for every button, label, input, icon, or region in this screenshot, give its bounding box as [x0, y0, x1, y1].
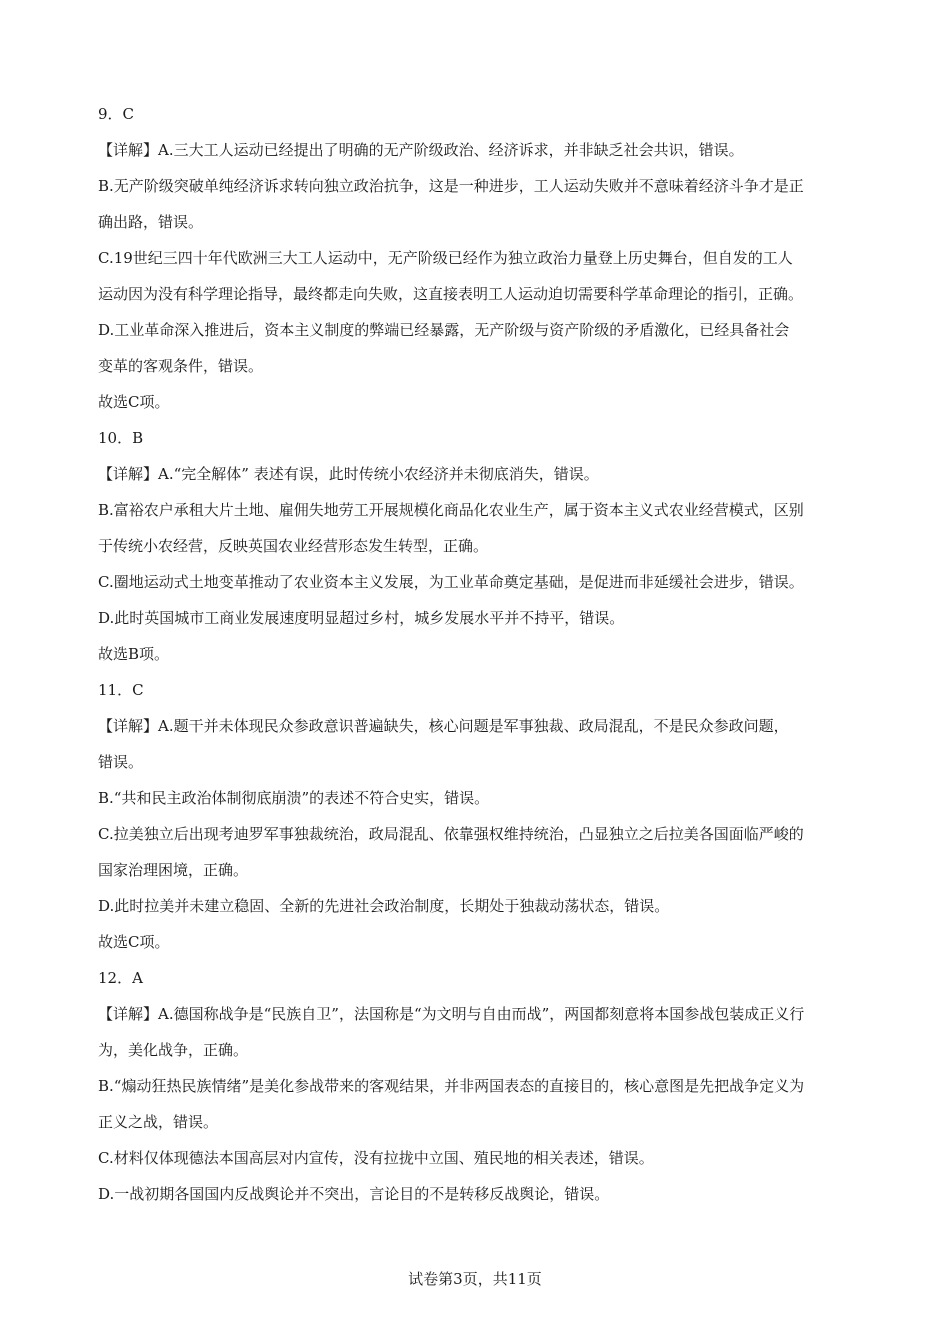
line-q9-detail-b2: 确出路，错误。 [98, 213, 204, 231]
line-q12-answer: 12．A [98, 969, 143, 987]
line-q12-detail-a2: 为，美化战争，正确。 [98, 1041, 249, 1059]
line-q11-detail-b: B.“共和民主政治体制彻底崩溃”的表述不符合史实，错误。 [98, 789, 490, 807]
line-q9-detail-b1: B.无产阶级突破单纯经济诉求转向独立政治抗争，这是一种进步，工人运动失败并不意味着经济斗争才是正 [98, 177, 804, 195]
line-q12-detail-a1: 【详解】A.德国称战争是“民族自卫”，法国称是“为文明与自由而战”，两国都刻意将本国参战包装成正义行 [98, 1005, 805, 1023]
line-q11-detail-a1: 【详解】A.题干并未体现民众参政意识普遍缺失，核心问题是军事独裁、政局混乱，不是民众参政问题， [98, 717, 789, 735]
line-q10-detail-d: D.此时英国城市工商业发展速度明显超过乡村，城乡发展水平并不持平，错误。 [98, 609, 625, 627]
line-q10-conclusion: 故选B项。 [98, 645, 170, 663]
line-q10-detail-c: C.圈地运动式土地变革推动了农业资本主义发展，为工业革命奠定基础，是促进而非延缓社会进步，错误。 [98, 573, 804, 591]
line-q10-answer: 10．B [98, 429, 144, 447]
line-q9-detail-c1: C.19世纪三四十年代欧洲三大工人运动中，无产阶级已经作为独立政治力量登上历史舞台，但自发的工人 [98, 249, 793, 267]
line-q10-detail-a: 【详解】A.“完全解体” 表述有误，此时传统小农经济并未彻底消失，错误。 [98, 465, 599, 483]
line-q11-detail-a2: 错误。 [98, 753, 144, 771]
line-q11-answer: 11．C [98, 681, 144, 699]
line-q9-answer: 9．C [98, 105, 135, 123]
line-q10-detail-b2: 于传统小农经营，反映英国农业经营形态发生转型，正确。 [98, 537, 489, 555]
line-q12-detail-d: D.一战初期各国国内反战舆论并不突出，言论目的不是转移反战舆论，错误。 [98, 1185, 610, 1203]
line-q9-detail-d2: 变革的客观条件，错误。 [98, 357, 264, 375]
line-q12-detail-b2: 正义之战，错误。 [98, 1113, 219, 1131]
line-q9-conclusion: 故选C项。 [98, 393, 170, 411]
line-q11-detail-c1: C.拉美独立后出现考迪罗军事独裁统治，政局混乱、依靠强权维持统治，凸显独立之后拉美各国面临严峻的 [98, 825, 804, 843]
line-q9-detail-d1: D.工业革命深入推进后，资本主义制度的弊端已经暴露，无产阶级与资产阶级的矛盾激化，已经具备社会 [98, 321, 790, 339]
line-q11-detail-d: D.此时拉美并未建立稳固、全新的先进社会政治制度，长期处于独裁动荡状态，错误。 [98, 897, 670, 915]
line-q11-conclusion: 故选C项。 [98, 933, 170, 951]
answer-explanations [98, 96, 858, 1212]
page-footer: 试卷第3页，共11页 [408, 1270, 542, 1288]
line-q12-detail-c: C.材料仅体现德法本国高层对内宣传，没有拉拢中立国、殖民地的相关表述，错误。 [98, 1149, 654, 1167]
line-q9-detail-a: 【详解】A.三大工人运动已经提出了明确的无产阶级政治、经济诉求，并非缺乏社会共识，错误。 [98, 141, 744, 159]
line-q11-detail-c2: 国家治理困境，正确。 [98, 861, 249, 879]
line-q12-detail-b1: B.“煽动狂热民族情绪”是美化参战带来的客观结果，并非两国表态的直接目的，核心意图是先把战争定义为 [98, 1077, 805, 1095]
line-q9-detail-c2: 运动因为没有科学理论指导，最终都走向失败，这直接表明工人运动迫切需要科学革命理论的指引，正确。 [98, 285, 804, 303]
line-q10-detail-b1: B.富裕农户承租大片土地、雇佣失地劳工开展规模化商品化农业生产，属于资本主义式农业经营模式，区别 [98, 501, 804, 519]
